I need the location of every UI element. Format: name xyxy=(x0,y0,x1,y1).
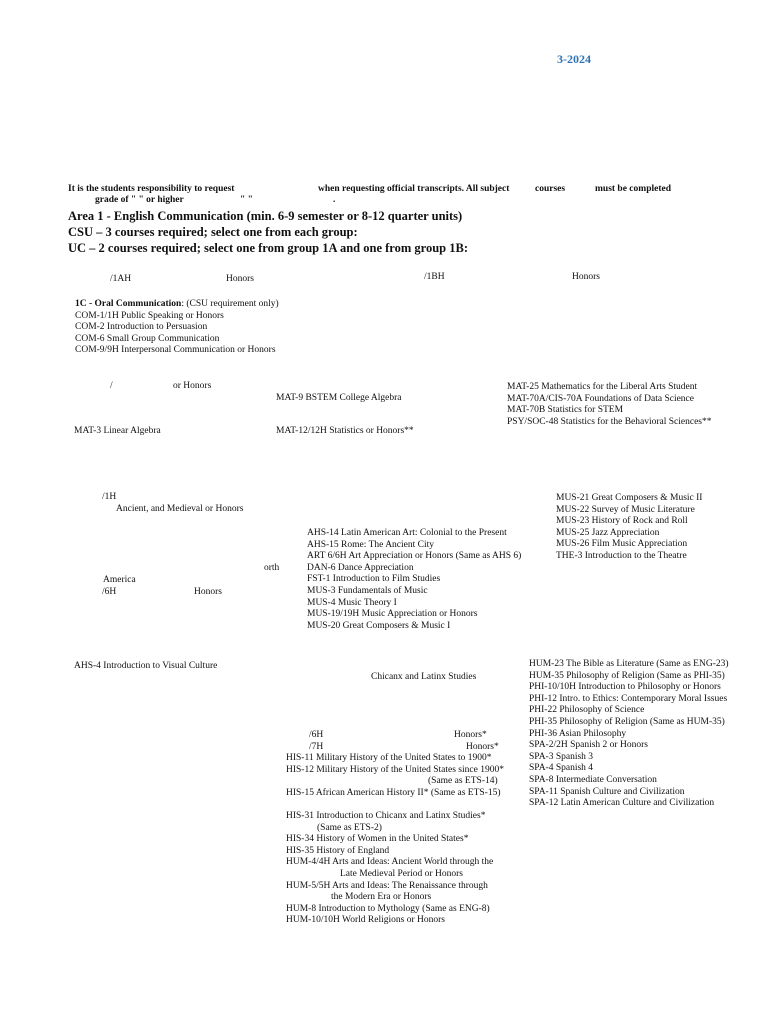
list-item: SPA-3 Spanish 3 xyxy=(529,751,594,762)
list-item: MUS-19/19H Music Appreciation or Honors xyxy=(307,609,478,620)
humanities-chicanx: Chicanx and Latinx Studies xyxy=(371,672,477,682)
arts-middle-list xyxy=(307,528,521,632)
humanities-6h: /6H xyxy=(309,730,324,740)
group-1b-course: /1BH xyxy=(424,272,445,282)
list-item: MUS-20 Great Composers & Music I xyxy=(307,620,451,631)
notice-line1-c: courses xyxy=(535,184,566,194)
oral-communication-note: : (CSU requirement only) xyxy=(181,299,279,309)
arts-america: America xyxy=(103,575,136,585)
list-item: AHS-15 Rome: The Ancient City xyxy=(307,539,435,550)
notice-line1-a: It is the students responsibility to request xyxy=(68,184,235,194)
list-item: PHI-22 Philosophy of Science xyxy=(529,705,645,716)
list-item: HUM-35 Philosophy of Religion (Same as PHI-35) xyxy=(529,670,725,681)
arts-orth: orth xyxy=(264,563,280,573)
arts-6h: /6H xyxy=(102,587,117,597)
math-right-list xyxy=(507,382,712,428)
list-item: THE-3 Introduction to the Theatre xyxy=(556,550,687,561)
group-1a-course: /1AH xyxy=(110,274,132,284)
list-item: MAT-70A/CIS-70A Foundations of Data Science xyxy=(507,393,694,404)
list-item: Late Medieval Period or Honors xyxy=(340,868,463,879)
oral-communication-title: 1C - Oral Communication xyxy=(75,299,182,309)
list-item: MAT-25 Mathematics for the Liberal Arts Student xyxy=(507,382,698,392)
list-item: SPA-11 Spanish Culture and Civilization xyxy=(529,786,685,797)
list-item: COM-1/1H Public Speaking or Honors xyxy=(75,310,224,321)
list-item: HIS-11 Military History of the United States to 1900* xyxy=(286,753,492,763)
list-item: MUS-26 Film Music Appreciation xyxy=(556,539,688,550)
list-item: COM-2 Introduction to Persuasion xyxy=(75,322,208,333)
list-item: HIS-34 History of Women in the United States* xyxy=(286,834,469,845)
list-item: MUS-21 Great Composers & Music II xyxy=(556,493,703,503)
group-1a-honors: Honors xyxy=(226,274,254,284)
notice-line2-a: grade of " " or higher xyxy=(95,195,184,205)
list-item: HIS-12 Military History of the United States since 1900* xyxy=(286,764,504,775)
humanities-middle-list xyxy=(286,753,504,927)
list-item: PHI-10/10H Introduction to Philosophy or Honors xyxy=(529,682,721,693)
list-item: MUS-25 Jazz Appreciation xyxy=(556,527,660,538)
list-item: DAN-6 Dance Appreciation xyxy=(307,562,414,573)
list-item: AHS-14 Latin American Art: Colonial to the Present xyxy=(307,528,507,538)
list-item: SPA-12 Latin American Culture and Civilization xyxy=(529,798,715,809)
humanities-6h-honors: Honors* xyxy=(454,730,487,740)
oral-communication-list xyxy=(75,311,276,357)
list-item: SPA-2/2H Spanish 2 or Honors xyxy=(529,740,648,751)
notice-line2-b: " " xyxy=(240,195,253,205)
list-item: HIS-15 African American History II* (Same as ETS-15) xyxy=(286,787,501,798)
list-item: SPA-8 Intermediate Conversation xyxy=(529,774,657,785)
list-item: PSY/SOC-48 Statistics for the Behavioral Sciences** xyxy=(507,416,712,427)
list-item: HIS-35 History of England xyxy=(286,845,390,856)
area1-title: Area 1 - English Communication (min. 6-9 semester or 8-12 quarter units) xyxy=(68,209,463,223)
humanities-7h-honors: Honors* xyxy=(466,742,499,752)
area1-uc-requirement: UC – 2 courses required; select one from group 1A and one from group 1B: xyxy=(68,241,468,255)
list-item: MUS-23 History of Rock and Roll xyxy=(556,516,688,527)
humanities-7h: /7H xyxy=(309,742,324,752)
list-item: MUS-4 Music Theory I xyxy=(307,597,397,608)
arts-ancient-medieval: Ancient, and Medieval or Honors xyxy=(116,504,244,514)
arts-right-list xyxy=(556,493,702,563)
list-item: COM-9/9H Interpersonal Communication or Honors xyxy=(75,345,276,356)
notice-line1-b: when requesting official transcripts. All subject xyxy=(318,184,510,194)
list-item: HUM-8 Introduction to Mythology (Same as ENG-8) xyxy=(286,903,490,914)
arts-honors: Honors xyxy=(194,587,222,597)
list-spacer xyxy=(286,799,504,811)
list-item: HUM-4/4H Arts and Ideas: Ancient World through the xyxy=(286,857,494,868)
list-item: ART 6/6H Art Appreciation or Honors (Same as AHS 6) xyxy=(307,551,522,562)
list-item: COM-6 Small Group Communication xyxy=(75,333,220,344)
list-item: (Same as ETS-2) xyxy=(317,822,382,833)
group-1b-honors: Honors xyxy=(572,272,600,282)
list-item: HUM-23 The Bible as Literature (Same as ENG-23) xyxy=(529,659,729,669)
list-item: PHI-12 Intro. to Ethics: Contemporary Moral Issues xyxy=(529,693,728,704)
area1-csu-requirement: CSU – 3 courses required; select one from each group: xyxy=(68,225,358,239)
humanities-right-list xyxy=(529,659,729,810)
math-slash: / xyxy=(110,381,113,391)
list-item: HUM-10/10H World Religions or Honors xyxy=(286,915,445,926)
course-ahs4: AHS-4 Introduction to Visual Culture xyxy=(74,661,218,671)
oral-communication-heading xyxy=(75,299,279,311)
notice-line1-d: must be completed xyxy=(595,184,671,194)
math-or-honors: or Honors xyxy=(173,381,212,391)
list-item: FST-1 Introduction to Film Studies xyxy=(307,574,441,585)
document-date: 3-2024 xyxy=(557,52,591,66)
list-item: the Modern Era or Honors xyxy=(331,892,432,903)
list-item: PHI-35 Philosophy of Religion (Same as HUM-35) xyxy=(529,716,725,727)
list-item: SPA-4 Spanish 4 xyxy=(529,763,594,774)
list-item: MAT-70B Statistics for STEM xyxy=(507,405,624,416)
notice-line2-c: . xyxy=(333,195,336,205)
course-mat9: MAT-9 BSTEM College Algebra xyxy=(276,393,402,403)
course-mat3: MAT-3 Linear Algebra xyxy=(74,426,161,436)
list-item: MUS-3 Fundamentals of Music xyxy=(307,585,428,596)
list-item: PHI-36 Asian Philosophy xyxy=(529,728,627,739)
course-mat12: MAT-12/12H Statistics or Honors** xyxy=(276,426,414,436)
list-item: MUS-22 Survey of Music Literature xyxy=(556,504,695,515)
list-item: HUM-5/5H Arts and Ideas: The Renaissance through xyxy=(286,880,488,891)
list-item: HIS-31 Introduction to Chicanx and Latinx Studies* xyxy=(286,810,486,821)
arts-1h: /1H xyxy=(102,492,117,502)
list-item: (Same as ETS-14) xyxy=(428,776,498,787)
